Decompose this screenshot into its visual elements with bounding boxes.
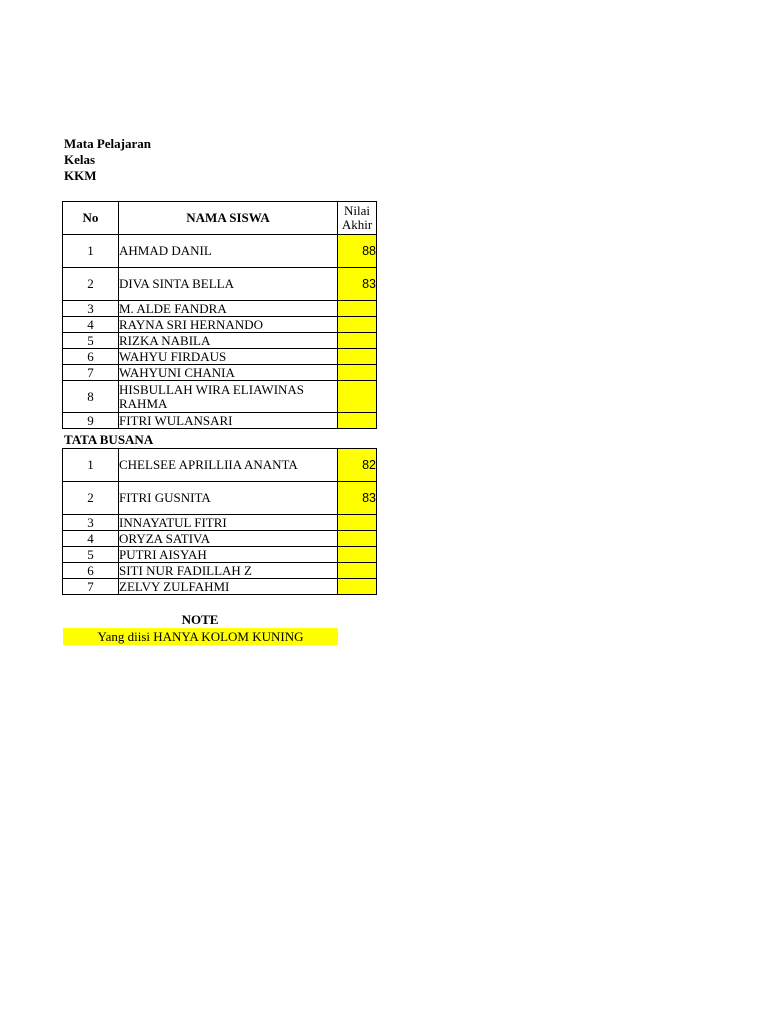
table-row xyxy=(63,235,377,268)
column-header-value xyxy=(338,202,377,235)
student-name: RAYNA SRI HERNANDO xyxy=(119,317,338,333)
row-number: 8 xyxy=(63,381,119,413)
column-header-value-line2: Akhir xyxy=(341,217,373,232)
student-name: WAHYU FIRDAUS xyxy=(119,349,338,365)
document-header xyxy=(64,136,151,184)
final-score-cell[interactable] xyxy=(338,349,377,365)
row-number: 1 xyxy=(63,235,119,268)
row-number: 7 xyxy=(63,365,119,381)
table-row xyxy=(63,268,377,301)
table-row xyxy=(63,482,377,515)
table-row xyxy=(63,515,377,531)
student-name: CHELSEE APRILLIIA ANANTA xyxy=(119,449,338,482)
student-name: HISBULLAH WIRA ELIAWINAS RAHMA xyxy=(119,381,338,413)
note-text: Yang diisi HANYA KOLOM KUNING xyxy=(63,628,338,645)
student-name: DIVA SINTA BELLA xyxy=(119,268,338,301)
final-score-cell[interactable] xyxy=(338,365,377,381)
row-number: 4 xyxy=(63,531,119,547)
table-row xyxy=(63,531,377,547)
row-number: 9 xyxy=(63,413,119,429)
student-name: INNAYATUL FITRI xyxy=(119,515,338,531)
final-score-cell[interactable]: 88 xyxy=(338,235,377,268)
table-row xyxy=(63,563,377,579)
student-name: M. ALDE FANDRA xyxy=(119,301,338,317)
grades-table-2 xyxy=(62,448,377,595)
final-score-cell[interactable] xyxy=(338,317,377,333)
final-score-cell[interactable] xyxy=(338,333,377,349)
final-score-cell[interactable]: 83 xyxy=(338,268,377,301)
final-score-cell[interactable]: 82 xyxy=(338,449,377,482)
final-score-cell[interactable] xyxy=(338,547,377,563)
grades-table-1 xyxy=(62,201,377,429)
table-row xyxy=(63,365,377,381)
kkm-label: KKM xyxy=(64,168,97,183)
column-header-name: NAMA SISWA xyxy=(119,202,338,235)
table-row xyxy=(63,301,377,317)
group-title: TATA BUSANA xyxy=(64,432,154,447)
table-row xyxy=(63,449,377,482)
column-header-value-line1: Nilai xyxy=(344,203,370,218)
table-row xyxy=(63,317,377,333)
subject-label: Mata Pelajaran xyxy=(64,136,152,151)
row-number: 5 xyxy=(63,547,119,563)
row-number: 2 xyxy=(63,482,119,515)
final-score-cell[interactable] xyxy=(338,531,377,547)
student-name: SITI NUR FADILLAH Z xyxy=(119,563,338,579)
class-label: Kelas xyxy=(64,152,96,167)
final-score-cell[interactable] xyxy=(338,413,377,429)
column-header-no: No xyxy=(63,202,119,235)
student-name: WAHYUNI CHANIA xyxy=(119,365,338,381)
row-number: 1 xyxy=(63,449,119,482)
final-score-cell[interactable] xyxy=(338,301,377,317)
row-number: 6 xyxy=(63,349,119,365)
note-title: NOTE xyxy=(181,612,219,627)
table-row xyxy=(63,381,377,413)
final-score-cell[interactable]: 83 xyxy=(338,482,377,515)
student-name: RIZKA NABILA xyxy=(119,333,338,349)
student-name: FITRI GUSNITA xyxy=(119,482,338,515)
student-name: ORYZA SATIVA xyxy=(119,531,338,547)
student-name: ZELVY ZULFAHMI xyxy=(119,579,338,595)
table-row xyxy=(63,413,377,429)
row-number: 2 xyxy=(63,268,119,301)
row-number: 3 xyxy=(63,301,119,317)
student-name: AHMAD DANIL xyxy=(119,235,338,268)
final-score-cell[interactable] xyxy=(338,515,377,531)
student-name: FITRI WULANSARI xyxy=(119,413,338,429)
final-score-cell[interactable] xyxy=(338,563,377,579)
final-score-cell[interactable] xyxy=(338,381,377,413)
row-number: 4 xyxy=(63,317,119,333)
row-number: 3 xyxy=(63,515,119,531)
table-row xyxy=(63,349,377,365)
table-row xyxy=(63,333,377,349)
student-name: PUTRI AISYAH xyxy=(119,547,338,563)
row-number: 7 xyxy=(63,579,119,595)
table-row xyxy=(63,579,377,595)
row-number: 6 xyxy=(63,563,119,579)
final-score-cell[interactable] xyxy=(338,579,377,595)
table-row xyxy=(63,547,377,563)
row-number: 5 xyxy=(63,333,119,349)
